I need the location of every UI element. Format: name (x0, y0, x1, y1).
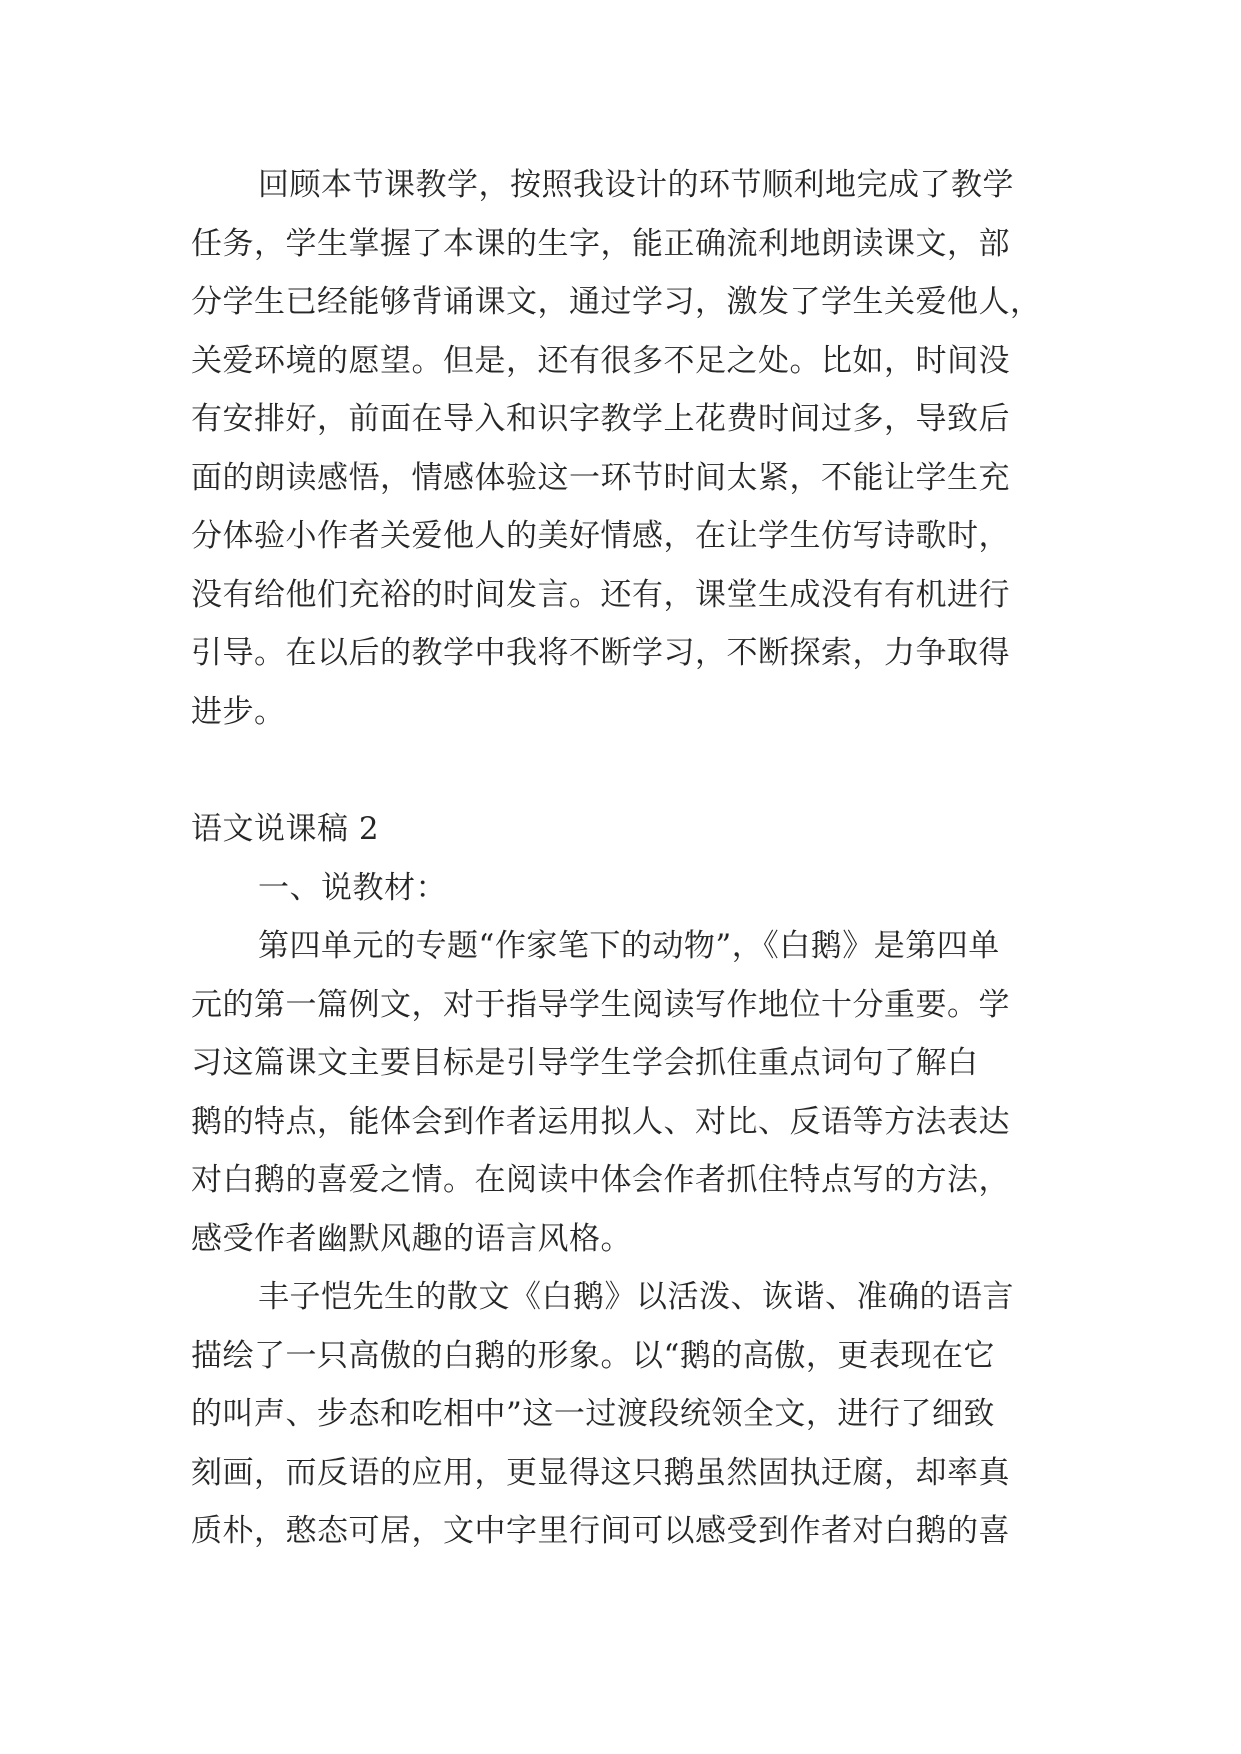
paragraph-1-line: 关爱环境的愿望。但是，还有很多不足之处。比如，时间没 (191, 343, 1010, 379)
paragraph-1-line: 分学生已经能够背诵课文，通过学习，激发了学生关爱他人， (191, 284, 1042, 320)
paragraph-3-line: 丰子恺先生的散文《白鹅》以活泼、诙谐、准确的语言 (258, 1279, 1014, 1315)
paragraph-1-line: 任务，学生掌握了本课的生字，能正确流利地朗读课文，部 (191, 226, 1010, 262)
paragraph-1-line: 面的朗读感悟，情感体验这一环节时间太紧，不能让学生充 (191, 460, 1010, 496)
paragraph-1-line: 进步。 (191, 694, 286, 730)
subheading: 一、说教材： (258, 870, 447, 906)
paragraph-1-line: 有安排好，前面在导入和识字教学上花费时间过多，导致后 (191, 401, 1010, 437)
paragraph-3-line: 质朴，憨态可居，文中字里行间可以感受到作者对白鹅的喜 (191, 1513, 1010, 1549)
paragraph-3-line: 刻画，而反语的应用，更显得这只鹅虽然固执迂腐，却率真 (191, 1455, 1010, 1491)
paragraph-2-line: 感受作者幽默风趣的语言风格。 (191, 1221, 632, 1257)
paragraph-1-line: 分体验小作者关爱他人的美好情感，在让学生仿写诗歌时， (191, 518, 1010, 554)
paragraph-1-line: 引导。在以后的教学中我将不断学习，不断探索，力争取得 (191, 635, 1010, 671)
paragraph-2-line: 习这篇课文主要目标是引导学生学会抓住重点词句了解白 (191, 1045, 979, 1081)
paragraph-2-line: 元的第一篇例文，对于指导学生阅读写作地位十分重要。学 (191, 987, 1010, 1023)
paragraph-3-line: 的叫声、步态和吃相中”这一过渡段统领全文，进行了细致 (191, 1396, 995, 1432)
paragraph-2-line: 第四单元的专题“作家笔下的动物”，《白鹅》是第四单 (258, 928, 1000, 964)
paragraph-3-line: 描绘了一只高傲的白鹅的形象。以“鹅的高傲，更表现在它 (191, 1338, 995, 1374)
paragraph-2-line: 鹅的特点，能体会到作者运用拟人、对比、反语等方法表达 (191, 1104, 1010, 1140)
paragraph-1-line: 回顾本节课教学，按照我设计的环节顺利地完成了教学 (258, 167, 1014, 203)
paragraph-1-line: 没有给他们充裕的时间发言。还有，课堂生成没有有机进行 (191, 577, 1010, 613)
section-title: 语文说课稿 2 (191, 811, 380, 847)
paragraph-2-line: 对白鹅的喜爱之情。在阅读中体会作者抓住特点写的方法， (191, 1162, 1010, 1198)
